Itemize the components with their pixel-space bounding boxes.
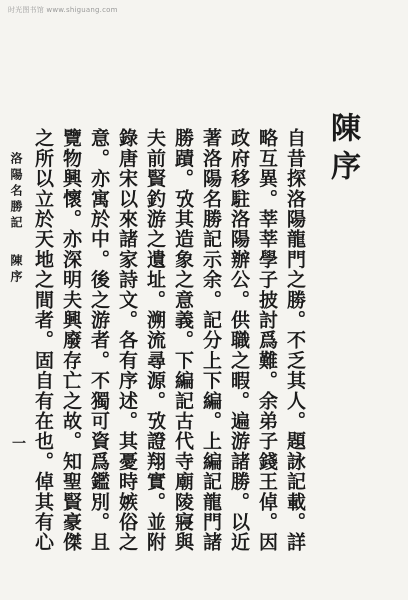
text-column-8: 意。亦寓於中。後之游者。不獨可資爲鑑別。且 xyxy=(88,128,110,553)
footer-section: 陳序 xyxy=(9,254,23,286)
text-column-6: 夫前賢釣游之遺址。溯流尋源。攷證翔實。並附 xyxy=(144,128,166,553)
text-column-10: 之所以立於天地之間者。固自有在也。倬其有心 xyxy=(32,128,54,553)
text-column-7: 錄唐宋以來諸家詩文。各有序述。其憂時嫉俗之 xyxy=(116,128,138,553)
text-column-3: 政府移駐洛陽辦公。供職之暇。遍游諸勝。以近 xyxy=(228,128,250,553)
preface-heading: 陳序 xyxy=(325,112,360,188)
text-column-4: 著洛陽名勝記示余。記分上下編。上編記龍門諸 xyxy=(200,128,222,553)
page-number: 一 xyxy=(10,436,26,450)
text-column-1: 自昔探洛陽龍門之勝。不乏其人。題詠記載。詳 xyxy=(284,128,306,553)
watermark: 时光图书馆 www.shiguang.com xyxy=(8,6,118,14)
running-footer xyxy=(8,152,25,286)
text-column-2: 略互異。莘莘學子披討爲難。余弟子錢王倬。因 xyxy=(256,128,278,553)
text-column-5: 勝蹟。攷其造象之意義。下編記古代寺廟陵寢與 xyxy=(172,128,194,553)
text-column-9: 覽物興懷。亦深明夫興廢存亡之故。知聖賢豪傑 xyxy=(60,128,82,553)
footer-book-title: 洛陽名勝記 xyxy=(9,152,23,232)
